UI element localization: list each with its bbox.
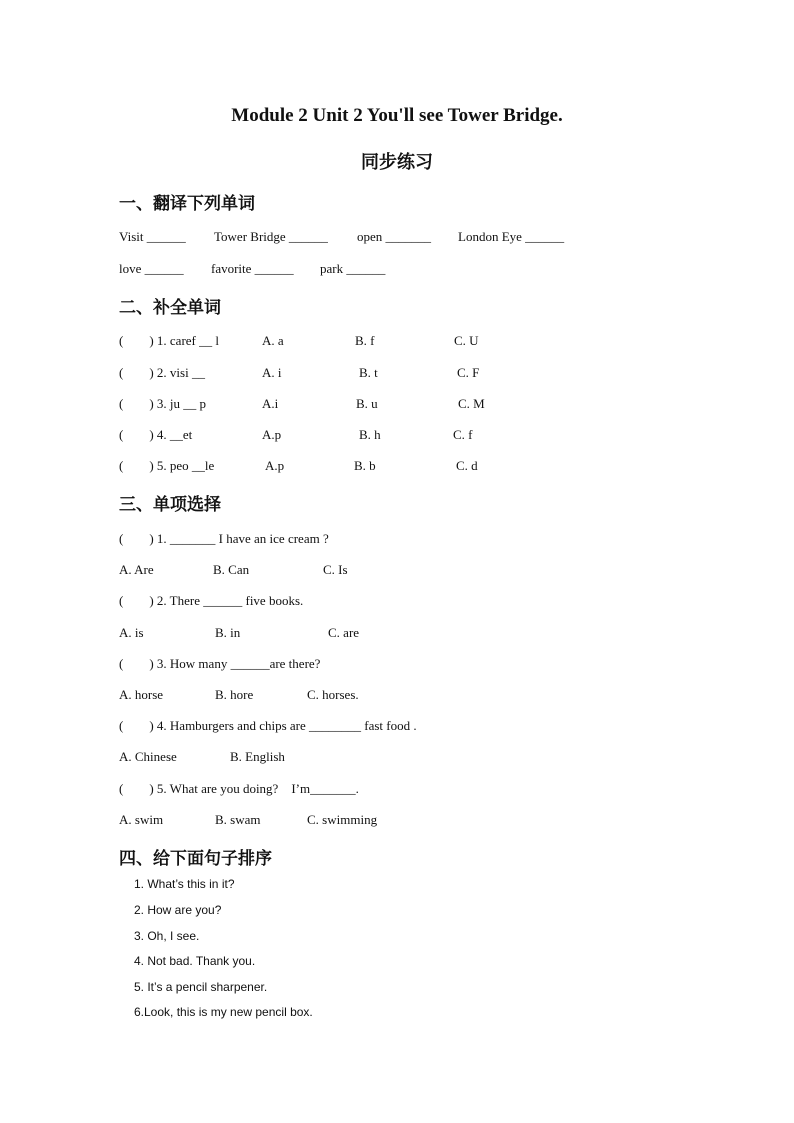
question-text: ( ) 3. How many ______are there? xyxy=(119,656,321,671)
vocab-word: London Eye ______ xyxy=(458,229,565,244)
page-title: Module 2 Unit 2 You'll see Tower Bridge. xyxy=(231,105,563,126)
option-b: B. f xyxy=(355,333,375,348)
option-b: B. swam xyxy=(215,812,261,827)
option-a: A. horse xyxy=(119,687,164,702)
section-4-heading: 四、给下面句子排序 xyxy=(119,849,272,869)
option-c: C. M xyxy=(458,396,485,411)
vocab-word: Visit ______ xyxy=(119,229,186,244)
option-c: C. d xyxy=(456,458,478,473)
section-1-heading: 一、翻译下列单词 xyxy=(119,194,255,214)
option-b: B. hore xyxy=(215,687,254,702)
option-a: A.p xyxy=(265,458,285,473)
option-b: B. t xyxy=(359,365,378,380)
option-c: C. horses. xyxy=(307,687,359,702)
sentence-item: 2. How are you? xyxy=(134,903,222,917)
option-c: C. are xyxy=(328,625,360,640)
vocab-word: love ______ xyxy=(119,261,184,276)
option-b: B. Can xyxy=(213,562,250,577)
option-a: A. i xyxy=(262,365,282,380)
option-a: A. Chinese xyxy=(119,749,177,764)
sentence-item: 4. Not bad. Thank you. xyxy=(134,954,256,968)
option-a: A.i xyxy=(262,396,279,411)
sentence-item: 5. It’s a pencil sharpener. xyxy=(134,980,268,994)
sentence-item: 3. Oh, I see. xyxy=(134,929,200,943)
question-text: ( ) 3. ju __ p xyxy=(119,396,207,411)
option-b: B. English xyxy=(230,749,285,764)
question-text: ( ) 2. visi __ xyxy=(119,365,205,380)
sentence-item: 1. What’s this in it? xyxy=(134,877,235,891)
question-text: ( ) 4. Hamburgers and chips are ________ fast food . xyxy=(119,718,417,733)
option-b: B. b xyxy=(354,458,376,473)
option-a: A. swim xyxy=(119,812,164,827)
vocab-word: open _______ xyxy=(357,229,432,244)
section-2-heading: 二、补全单词 xyxy=(119,298,221,318)
question-text: ( ) 5. peo __le xyxy=(119,458,215,473)
question-text: ( ) 5. What are you doing? I’m_______. xyxy=(119,781,359,796)
option-b: B. in xyxy=(215,625,241,640)
sentence-item: 6.Look, this is my new pencil box. xyxy=(134,1005,313,1019)
question-text: ( ) 4. __et xyxy=(119,427,193,442)
question-text: ( ) 1. caref __ l xyxy=(119,333,219,348)
option-c: C. U xyxy=(454,333,479,348)
option-a: A. Are xyxy=(119,562,154,577)
option-b: B. h xyxy=(359,427,381,442)
option-c: C. swimming xyxy=(307,812,378,827)
option-c: C. F xyxy=(457,365,480,380)
question-text: ( ) 2. There ______ five books. xyxy=(119,593,304,608)
option-c: C. Is xyxy=(323,562,348,577)
vocab-word: Tower Bridge ______ xyxy=(214,229,328,244)
vocab-word: park ______ xyxy=(320,261,386,276)
option-a: A.p xyxy=(262,427,282,442)
section-3-heading: 三、单项选择 xyxy=(119,495,221,515)
page-subtitle: 同步练习 xyxy=(361,152,433,172)
option-c: C. f xyxy=(453,427,473,442)
question-text: ( ) 1. _______ I have an ice cream ? xyxy=(119,531,329,546)
option-b: B. u xyxy=(356,396,378,411)
option-a: A. a xyxy=(262,333,284,348)
vocab-word: favorite ______ xyxy=(211,261,294,276)
option-a: A. is xyxy=(119,625,144,640)
